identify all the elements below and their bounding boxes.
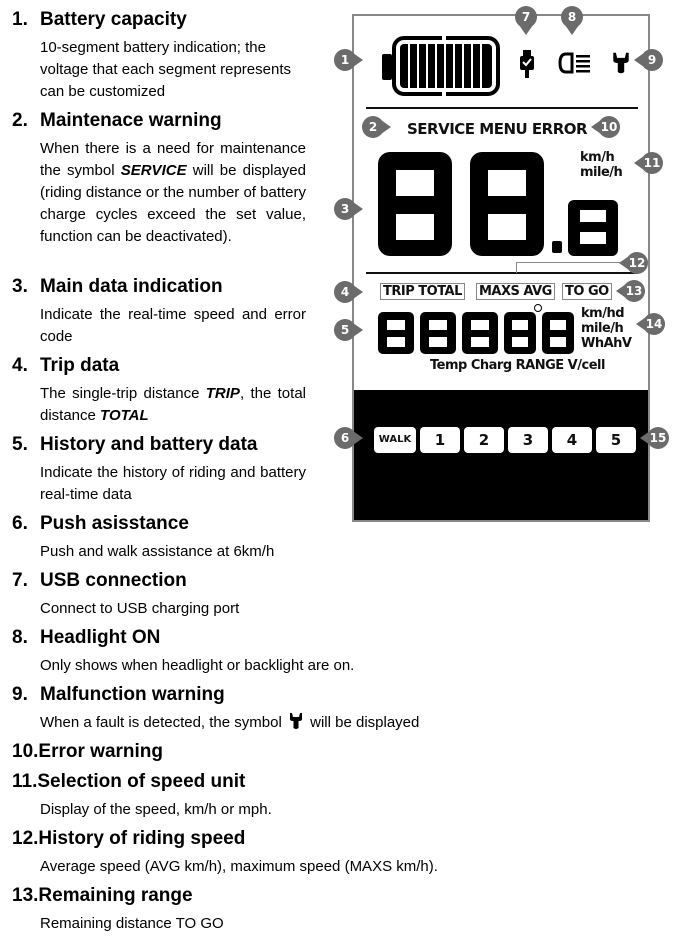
item-title-5: 5. History and battery data [12,434,258,455]
callout-6: 6 [334,427,356,449]
speed-unit-mileh: mile/h [580,165,623,180]
item-title-2: 2. Maintenace warning [12,110,222,131]
divider-line [366,107,638,109]
lcd-display-diagram [352,14,650,522]
item-body-6: Push and walk assistance at 6km/h [40,543,275,560]
callout-12-leader [516,262,627,273]
item-body-2: When there is a need for maintenance the symbol SERVICE will be displayed (riding distance or the number of battery charge cycles exceed the set value, function can be deactivated). [40,140,306,245]
callout-9: 9 [641,49,663,71]
item-title-6: 6. Push asisstance [12,513,189,534]
callout-13: 13 [623,280,645,302]
callout-15: 15 [647,427,669,449]
speed-unit-kmh: km/h [580,150,615,165]
headlight-icon [558,52,594,74]
assist-level-3: 3 [508,427,548,453]
sub-unit-whahv: WhAhV [581,336,632,351]
callout-1: 1 [334,49,356,71]
wrench-icon [289,712,303,730]
item-title-9: 9. Malfunction warning [12,684,225,705]
callout-11: 11 [641,152,663,174]
callout-8: 8 [561,6,583,28]
callout-7: 7 [515,6,537,28]
usb-icon [519,50,535,78]
wrench-icon [612,50,630,76]
assist-level-2: 2 [464,427,504,453]
label-trip-total: TRIP TOTAL [380,283,465,300]
item-body-12: Average speed (AVG km/h), maximum speed (MAXS km/h). [40,858,438,875]
item-title-10: 10.Error warning [12,741,163,762]
callout-5: 5 [334,319,356,341]
item-body-8: Only shows when headlight or backlight are on. [40,657,355,674]
callout-3: 3 [334,198,356,220]
item-body-13: Remaining distance TO GO [40,915,224,932]
item-title-13: 13.Remaining range [12,885,193,906]
label-to-go: TO GO [562,283,612,300]
assist-level-4: 4 [552,427,592,453]
callout-4: 4 [334,281,356,303]
sub-unit-mileh: mile/h [581,321,624,336]
item-body-5: Indicate the history of riding and battery real-time data [40,464,306,503]
battery-icon [382,36,502,96]
item-title-3: 3. Main data indication [12,276,223,297]
item-body-3: Indicate the real-time speed and error code [40,306,306,345]
item-body-4: The single-trip distance TRIP, the total distance TOTAL [40,385,306,424]
assist-level-panel [354,390,648,520]
label-maxs-avg: MAXS AVG [476,283,555,300]
assist-walk: WALK [374,427,416,453]
callout-12: 12 [626,252,648,274]
item-title-11: 11.Selection of speed unit [12,771,246,792]
degree-symbol [534,304,542,312]
callout-14: 14 [643,313,665,335]
callout-2: 2 [362,116,384,138]
item-title-12: 12.History of riding speed [12,828,246,849]
sub-unit-kmhd: km/hd [581,306,624,321]
item-body-11: Display of the speed, km/h or mph. [40,801,272,818]
sub-bottom-labels: Temp Charg RANGE V/cell [430,358,605,373]
status-text: SERVICE MENU ERROR [407,120,588,138]
item-title-8: 8. Headlight ON [12,627,161,648]
assist-level-5: 5 [596,427,636,453]
item-title-1: 1. Battery capacity [12,9,187,30]
item-body-1: 10-segment battery indication; the voltage that each segment represents can be customized [40,39,291,100]
item-title-7: 7. USB connection [12,570,187,591]
item-body-9: When a fault is detected, the symbol will be displayed [40,714,420,731]
assist-level-1: 1 [420,427,460,453]
item-title-4: 4. Trip data [12,355,120,376]
callout-10: 10 [598,116,620,138]
item-body-7: Connect to USB charging port [40,600,240,617]
